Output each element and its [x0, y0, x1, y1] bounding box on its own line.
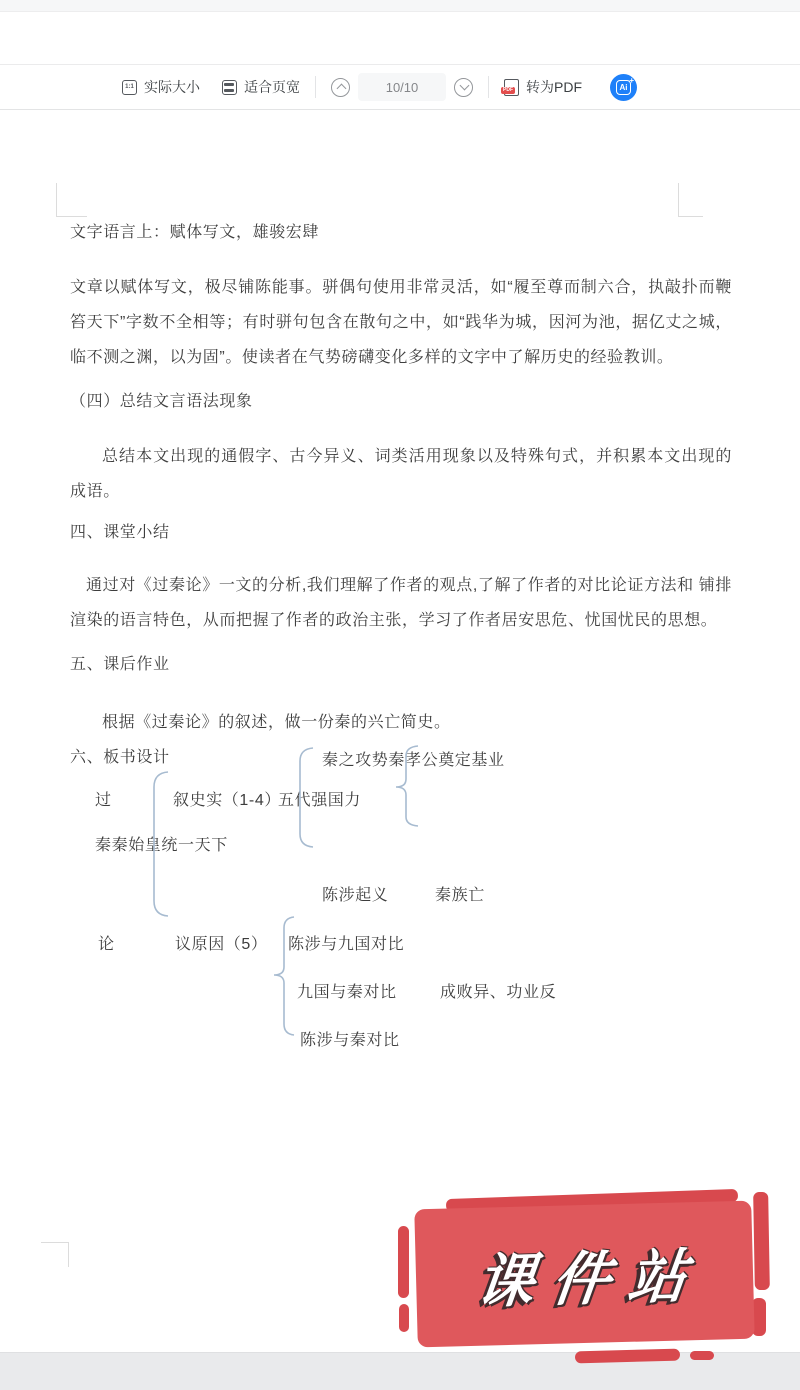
doc-paragraph-grammar: 总结本文出现的通假字、古今异义、词类活用现象以及特殊句式，并积累本文出现的成语。 — [70, 448, 732, 500]
doc-heading-language: 文字语言上：赋体写文，雄骏宏肆 — [70, 224, 320, 241]
convert-to-pdf-button[interactable] — [504, 77, 582, 97]
toolbar-divider — [488, 76, 489, 98]
page-indicator-value: 10/10 — [385, 79, 419, 95]
stamp-frame-stroke — [399, 1304, 409, 1332]
board-label-chenshe-vs-nine: 陈涉与九国对比 — [288, 936, 405, 953]
doc-heading-board-design: 六、板书设计 — [70, 749, 170, 766]
stamp-frame-stroke — [690, 1351, 714, 1360]
stamp-frame-stroke — [753, 1192, 770, 1290]
fit-width-button[interactable] — [222, 77, 300, 97]
stamp-text: 课件站 — [473, 1243, 709, 1315]
doc-paragraph-homework: 根据《过秦论》的叙述，做一份秦的兴亡简史。 — [102, 714, 451, 731]
board-label-lun: 论 — [98, 936, 115, 953]
stamp-frame-stroke — [398, 1226, 409, 1298]
board-curly-brace-right-icon — [392, 745, 420, 827]
actual-size-button[interactable] — [122, 77, 200, 97]
doc-heading-grammar: （四）总结文言语法现象 — [70, 393, 253, 410]
board-label-qin-clan-fall: 秦族亡 — [435, 887, 485, 904]
pdf-badge: PDF — [503, 86, 513, 93]
document-page — [0, 110, 800, 1352]
margin-corner-mark — [56, 183, 87, 217]
board-label-discuss-reason: 议原因（5） — [175, 936, 268, 953]
pdf-file-icon — [504, 79, 519, 96]
actual-size-label: 实际大小 — [144, 79, 200, 95]
board-label-chenshe-uprising: 陈涉起义 — [322, 887, 389, 904]
header-spacer — [0, 12, 800, 64]
board-label-chenshe-vs-qin: 陈涉与秦对比 — [300, 1032, 400, 1049]
ai-assistant-button[interactable] — [610, 74, 637, 101]
board-label-narrate-history: 叙史实（1-4） — [173, 792, 281, 809]
board-bracket-middle-icon — [293, 746, 315, 849]
board-label-five-reigns: 五代强国力 — [278, 792, 362, 809]
fit-width-label: 适合页宽 — [244, 79, 300, 95]
fit-width-icon — [222, 80, 237, 95]
board-bracket-left-icon — [146, 770, 170, 918]
stamp-body — [414, 1201, 754, 1348]
viewer-toolbar — [0, 64, 800, 110]
toolbar-divider — [315, 76, 316, 98]
doc-heading-homework: 五、课后作业 — [70, 656, 170, 673]
page-indicator[interactable] — [358, 73, 446, 101]
stamp-frame-stroke — [575, 1349, 680, 1364]
watermark-stamp — [396, 1186, 786, 1376]
ai-icon-text: Ai — [619, 82, 628, 92]
ai-plus-icon: + — [629, 75, 634, 85]
board-label-success-failure: 成败异、功业反 — [440, 984, 557, 1001]
board-label-qinshihuang-unify: 秦秦始皇统一天下 — [95, 837, 228, 854]
margin-corner-mark — [678, 183, 703, 217]
doc-paragraph-summary: 通过对《过秦论》一文的分析,我们理解了作者的观点,了解了作者的对比论证方法和 铺排渲染的语言特色，从而把握了作者的政治主张，学习了作者居安思危、忧国忧民的思想。 — [70, 577, 732, 629]
board-label-nine-vs-qin: 九国与秦对比 — [297, 984, 397, 1001]
margin-corner-mark — [41, 1242, 69, 1267]
doc-heading-class-summary: 四、课堂小结 — [70, 524, 170, 541]
window-top-strip — [0, 0, 800, 12]
doc-paragraph-fu-style: 文章以赋体写文，极尽铺陈能事。骈偶句使用非常灵活，如“履至尊而制六合，执敲扑而鞭笞天下”字数不全相等；有时骈句包含在散句之中，如“践华为城，因河为池，据亿丈之城，临不测之渊，以为固”。使读者在气势磅礴变化多样的文字中了解历史的经验教训。 — [70, 279, 732, 366]
ai-icon — [616, 75, 634, 95]
convert-to-pdf-label: 转为PDF — [526, 79, 582, 95]
previous-page-button[interactable] — [331, 78, 350, 97]
board-curly-brace-reason-icon — [268, 915, 296, 1037]
next-page-button[interactable] — [454, 78, 473, 97]
actual-size-icon: 1:1 — [122, 80, 137, 95]
board-label-guo: 过 — [95, 792, 112, 809]
board-label-qin-offensive: 秦之攻势秦孝公奠定基业 — [322, 752, 505, 769]
